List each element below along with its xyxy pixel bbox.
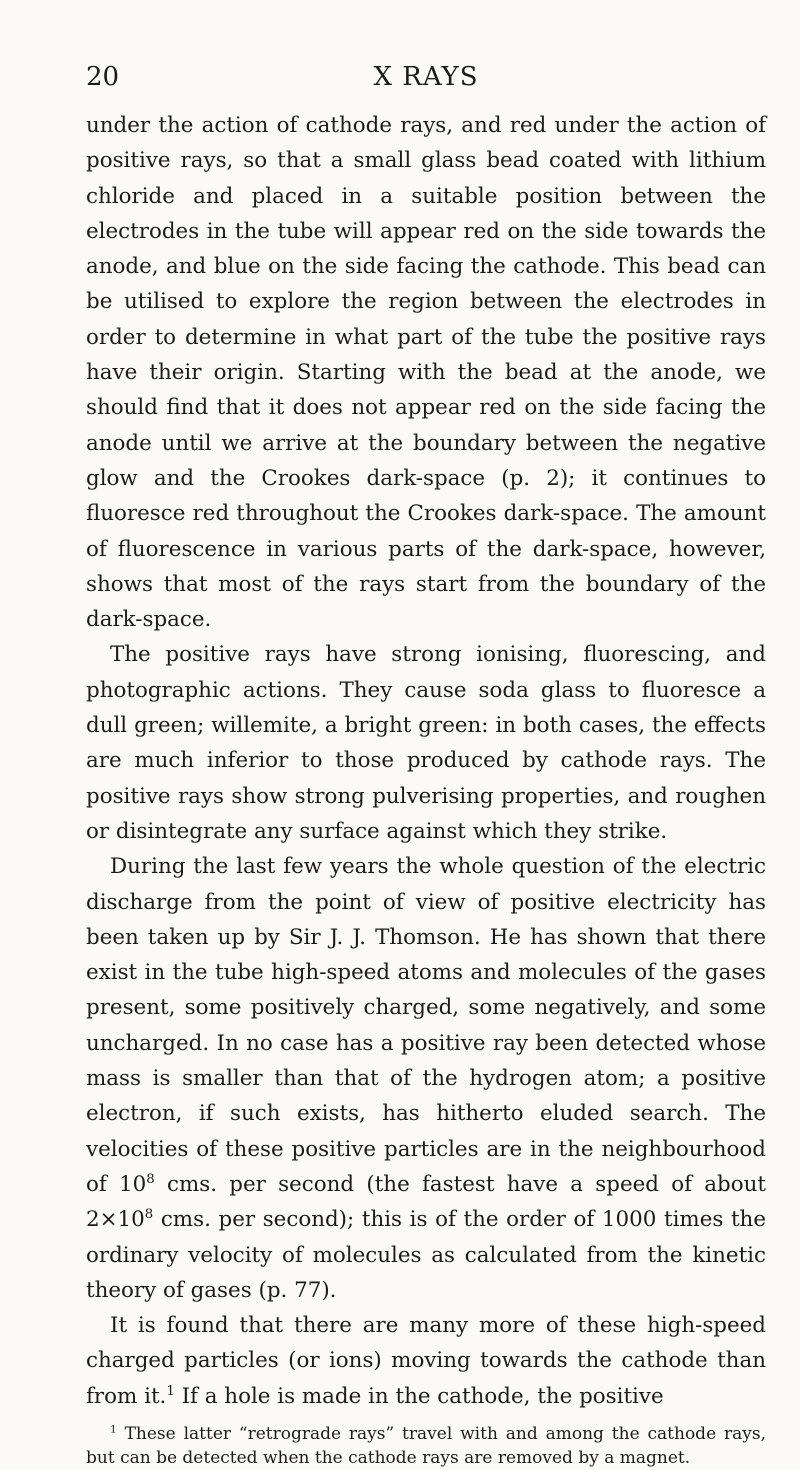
footnote-marker: 1 — [110, 1423, 117, 1436]
footnote-reference[interactable]: 1 — [166, 1383, 175, 1399]
paragraph-3-text-before: During the last few years the whole question of the electric discharge from the point of view of positive electricity has been taken up by Sir J. J. Thomson. He has shown that there exist in the tube high-speed atoms and molecules of the gases present, some positively charged, some negatively, and some uncharged. In no case has a positive ray been detected whose mass is smaller than that of the hydrogen atom; a positive electron, if such exists, has hitherto eluded search. The velocities of these positive particles are in the neighbourhood of 10 — [86, 854, 766, 1197]
paragraph-3 — [86, 849, 766, 1308]
paragraph-4-text-before: It is found that there are many more of these high-speed charged particles (or ions) moving towards the cathode than from it. — [86, 1313, 766, 1409]
paragraph-2 — [86, 637, 766, 849]
exponent: 8 — [146, 1171, 155, 1187]
running-head: X RAYS — [373, 62, 479, 92]
page-number: 20 — [86, 62, 120, 92]
paragraph-1-text: under the action of cathode rays, and red under the action of positive rays, so that a small glass bead coated with lithium chloride and placed in a suitable position between the electrodes in the tube will appear red on the side towards the anode, and blue on the side facing the cathode. This bead can be utilised to explore the region between the electrodes in order to determine in what part of the tube the positive rays have their origin. Starting with the bead at the anode, we should find that it does not appear red on the side facing the anode until we arrive at the boundary between the negative glow and the Crookes dark-space (p. 2); it continues to fluoresce red throughout the Crookes dark-space. The amount of fluorescence in various parts of the dark-space, however, shows that most of the rays start from the boundary of the dark-space. — [86, 113, 766, 633]
page-header — [86, 62, 766, 102]
paragraph-3-text-middle: cms. per second (the fastest have a speed of about 2×10 — [86, 1171, 766, 1233]
paragraph-3-text-after: cms. per second); this is of the order of 1000 times the ordinary velocity of molecules as calculated from the kinetic theory of gases (p. 77). — [86, 1207, 766, 1303]
paragraph-2-text: The positive rays have strong ionising, fluorescing, and photographic actions. They cause soda glass to fluoresce a dull green; willemite, a bright green: in both cases, the effects are much inferior to those produced by cathode rays. The positive rays show strong pulverising properties, and roughen or disintegrate any surface against which they strike. — [86, 642, 766, 844]
paragraph-1 — [86, 108, 766, 637]
book-page — [86, 62, 766, 1470]
footnote — [86, 1422, 766, 1470]
exponent: 8 — [144, 1207, 154, 1223]
footnote-text: These latter “retrograde rays” travel with and among the cathode rays, but can be detected when the cathode rays are removed by a magnet. — [86, 1423, 766, 1468]
paragraph-4 — [86, 1308, 766, 1414]
body-text — [86, 108, 766, 1414]
paragraph-4-text-after: If a hole is made in the cathode, the positive — [174, 1383, 664, 1409]
